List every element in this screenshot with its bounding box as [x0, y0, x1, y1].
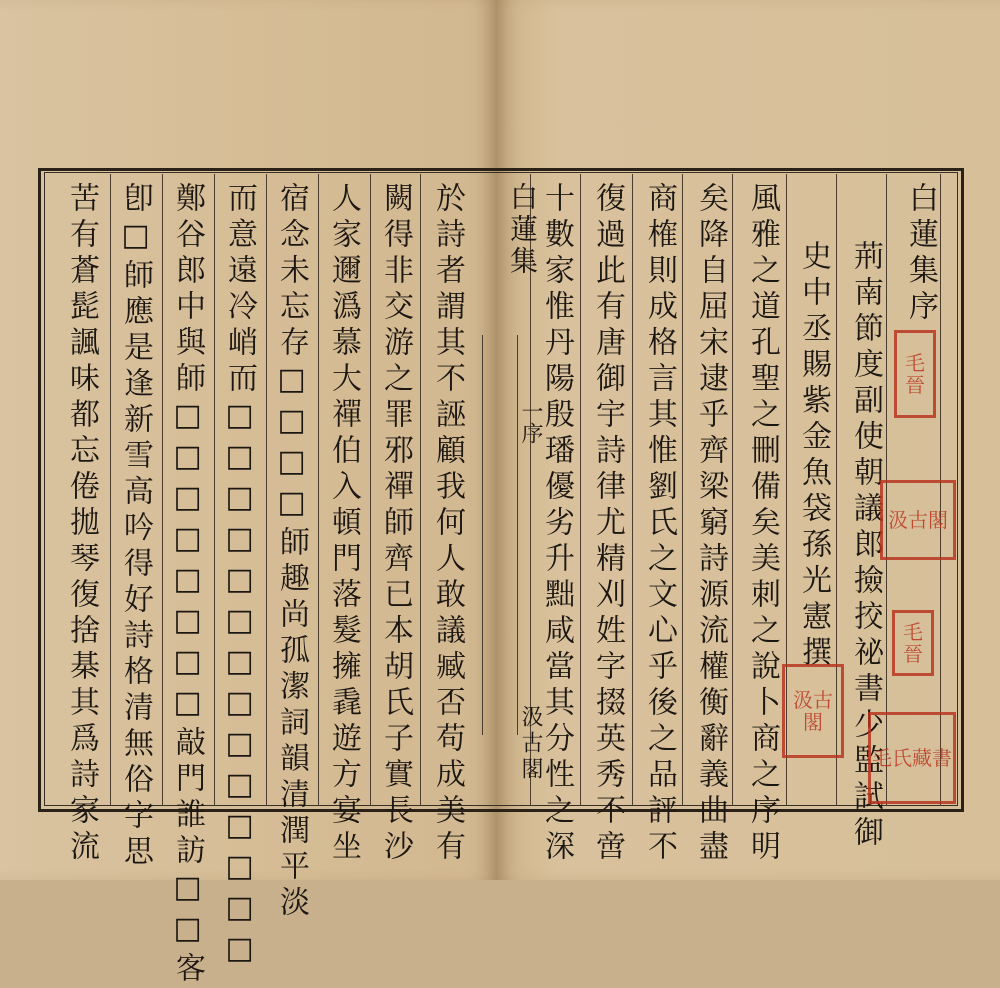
text-column: 宿念未忘存□□□□師趣尚孤潔詞韻清潤平淡: [274, 182, 309, 922]
author-line-2: 史中丞賜紫金魚袋孫光憲撰: [796, 240, 831, 672]
red-seal: 汲古閣: [782, 664, 844, 758]
center-page-number: 一序: [518, 400, 543, 444]
column-rule: [682, 174, 683, 806]
text-column: 於詩者謂其不誣顧我何人敢議臧否苟成美有: [430, 182, 465, 866]
column-rule: [580, 174, 581, 806]
column-rule: [266, 174, 267, 806]
text-column: 而意遠冷峭而□□□□□□□□□□□□□□: [222, 182, 257, 972]
text-column: 苦有蒼髭諷味都忘倦拋琴復捨棊其爲詩家流: [64, 182, 99, 866]
red-seal: 毛晉: [894, 330, 936, 418]
column-rule: [110, 174, 111, 806]
column-rule: [732, 174, 733, 806]
column-rule: [162, 174, 163, 806]
text-column: 十數家惟丹陽殷璠優劣升黜咸當其分性之深: [539, 182, 574, 866]
text-column: 闕得非交游之罪邪禪師齊已本胡氏子實長沙: [378, 182, 413, 866]
column-rule: [370, 174, 371, 806]
text-column: 復過此有唐御宇詩律尤精刈姓字掇英秀不啻: [590, 182, 625, 866]
column-rule: [420, 174, 421, 806]
center-book-title: 白蓮集: [506, 182, 539, 278]
column-rule: [318, 174, 319, 806]
text-column: 矣降自屈宋逮乎齊梁窮詩源流權衡辭義曲盡: [693, 182, 728, 866]
center-fold-block: [482, 335, 518, 735]
column-rule: [214, 174, 215, 806]
red-seal: 汲古閣: [880, 480, 956, 560]
text-column: 風雅之道孔聖之刪備矣美刺之說卜商之序明: [745, 182, 780, 866]
column-rule: [632, 174, 633, 806]
red-seal: 毛氏藏書: [868, 712, 956, 804]
author-line: 荊南節度副使朝議郎撿挍祕書少監試御: [848, 240, 883, 852]
text-column: 卽□師應是逢新雪高吟得好詩格清無俗字思: [118, 182, 153, 871]
text-column: 鄭谷郎中與師□□□□□□□□敲門誰訪□□客: [170, 182, 205, 988]
red-seal: 毛晉: [892, 610, 934, 676]
text-column: 人家邇潙慕大禪伯入頓門落髮擁毳遊方宴坐: [326, 182, 361, 866]
text-column: 商榷則成格言其惟劉氏之文心乎後之品評不: [642, 182, 677, 866]
preface-title: 白蓮集序: [903, 182, 938, 326]
center-publisher: 汲古閣: [518, 705, 543, 783]
